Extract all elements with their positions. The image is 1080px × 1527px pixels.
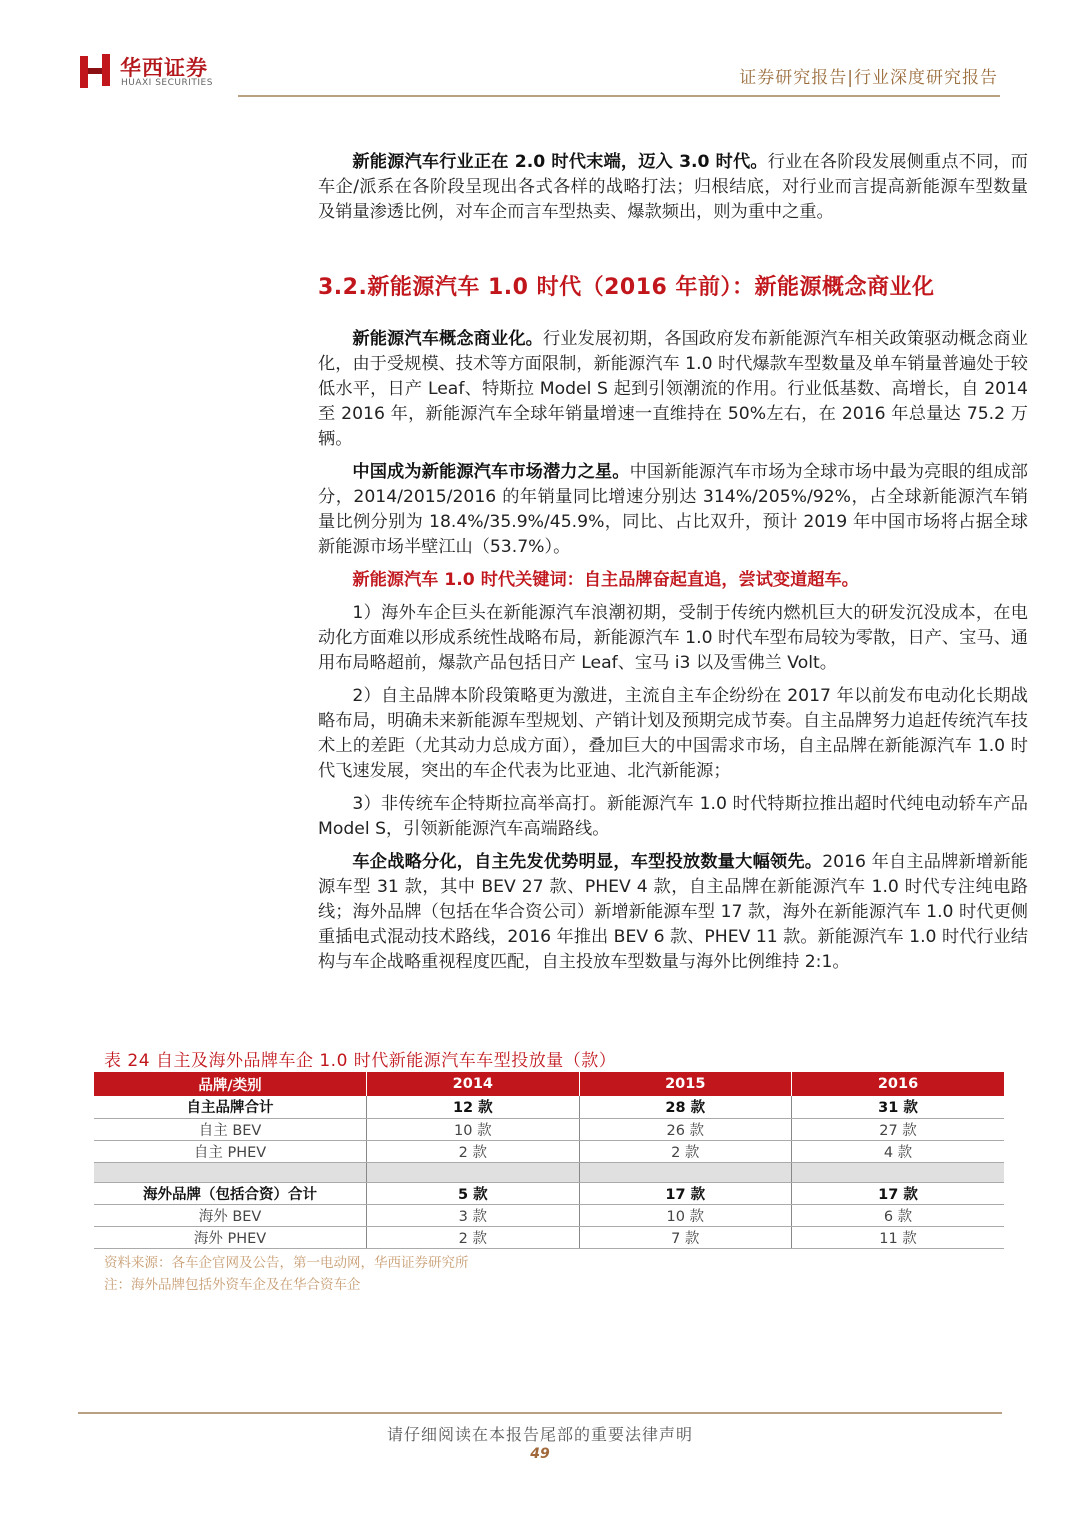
table-cell-label: 自主品牌合计 (94, 1096, 367, 1118)
table-cell: 3 款 (367, 1204, 579, 1226)
paragraph-1-text: 行业发展初期，各国政府发布新能源汽车相关政策驱动概念商业化，由于受规模、技术等方面限制，新能源汽车 1.0 时代爆款车型数量及单车销量普遍处于较低水平，日产 Leaf、特斯拉 Model S 起到引领潮流的作用。行业低基数、高增长，自 2014 至 2016 年，新能源汽车全球年销量增速一直维持在 50%左右，在 2016 年总量达 75.2 万辆。 (318, 329, 1028, 449)
table-note: 注：海外品牌包括外资车企及在华合资车企 (104, 1277, 361, 1293)
table-header-cell: 2014 (367, 1072, 579, 1096)
table-cell: 27 款 (792, 1118, 1005, 1140)
table-row (94, 1226, 1004, 1248)
intro-text: 行业在各阶段发展侧重点不同，而车企/派系在各阶段呈现出各式各样的战略打法；归根结底，对行业而言提高新能源车型数量及销量渗透比例，对车企而言车型热卖、爆款频出，则为重中之重。 (318, 152, 1028, 222)
section-title: 3.2.新能源汽车 1.0 时代（2016 年前）：新能源概念商业化 (318, 275, 935, 300)
intro-lead: 新能源汽车行业正在 2.0 时代末端，迈入 3.0 时代。 (352, 152, 768, 172)
table-header-cell: 2015 (579, 1072, 791, 1096)
table-notes (104, 1252, 469, 1296)
table-cell: 7 款 (579, 1226, 791, 1248)
table-cell: 11 款 (792, 1226, 1005, 1248)
logo-text-cn: 华西证券 (120, 56, 208, 80)
closing-text: 2016 年自主品牌新增新能源车型 31 款，其中 BEV 27 款、PHEV 4 款，自主品牌在新能源汽车 1.0 时代专注纯电路线；海外品牌（包括在华合资公司）新增新能源车型 17 款，海外在新能源汽车 1.0 时代更侧重插电式混动技术路线，2016 年推出 BEV 6 款、PHEV 11 款。新能源汽车 1.0 时代行业结构与车企战略重视程度匹配，自主投放车型数量与海外比例维持 2:1。 (318, 852, 1028, 972)
table-row (94, 1096, 1004, 1118)
table-row (94, 1140, 1004, 1162)
table-cell: 26 款 (579, 1118, 791, 1140)
table-header-row (94, 1072, 1004, 1096)
legal-notice: 请仔细阅读在本报告尾部的重要法律声明 (386, 1425, 693, 1444)
table-title: 表 24 自主及海外品牌车企 1.0 时代新能源汽车车型投放量（款） (104, 1051, 617, 1071)
table-cell: 5 款 (367, 1182, 579, 1204)
paragraph-2-lead: 中国成为新能源汽车市场潜力之星。 (352, 462, 630, 482)
table-cell: 31 款 (792, 1096, 1005, 1118)
table-cell: 6 款 (792, 1204, 1005, 1226)
table-cell: 2 款 (579, 1140, 791, 1162)
paragraph-2 (318, 460, 1028, 560)
footer-divider (78, 1412, 1002, 1414)
table-source: 资料来源：各车企官网及公告，第一电动网，华西证券研究所 (104, 1255, 469, 1271)
table-cell: 17 款 (792, 1182, 1005, 1204)
paragraph-1-lead: 新能源汽车概念商业化。 (352, 329, 543, 349)
table-cell-label: 自主 BEV (94, 1118, 367, 1140)
table-cell-label: 海外品牌（包括合资）合计 (94, 1182, 367, 1204)
table-row (94, 1118, 1004, 1140)
logo-text-en: HUAXI SECURITIES (121, 78, 213, 88)
report-type: 证券研究报告|行业深度研究报告 (739, 68, 998, 88)
table-row (94, 1182, 1004, 1204)
page-number: 49 (530, 1446, 550, 1462)
closing-lead: 车企战略分化，自主先发优势明显，车型投放数量大幅领先。 (352, 852, 823, 872)
table-header-cell: 品牌/类别 (94, 1072, 367, 1096)
header-divider (238, 95, 1000, 97)
keyword-line: 新能源汽车 1.0 时代关键词：自主品牌奋起直追，尝试变道超车。 (352, 570, 859, 590)
table-cell-label: 海外 PHEV (94, 1226, 367, 1248)
table-cell: 10 款 (367, 1118, 579, 1140)
paragraph-2-text: 中国新能源汽车市场为全球市场中最为亮眼的组成部分，2014/2015/2016 的年销量同比增速分别达 314%/205%/92%，占全球新能源汽车销量比例分别为 18.4%/35.9%/45.9%，同比、占比双升，预计 2019 年中国市场将占据全球新能源市场半壁江山（53.7%）。 (318, 462, 1028, 557)
table-cell-label: 海外 BEV (94, 1204, 367, 1226)
table-cell: 4 款 (792, 1140, 1005, 1162)
point-2: 2）自主品牌本阶段策略更为激进，主流自主车企纷纷在 2017 年以前发布电动化长期战略布局，明确未来新能源车型规划、产销计划及预期完成节奏。自主品牌努力追赶传统汽车技术上的差距（尤其动力总成方面），叠加巨大的中国需求市场，自主品牌在新能源汽车 1.0 时代飞速发展，突出的车企代表为比亚迪、北汽新能源； (318, 686, 1028, 781)
table-cell: 2 款 (367, 1226, 579, 1248)
table-cell: 28 款 (579, 1096, 791, 1118)
table-cell: 12 款 (367, 1096, 579, 1118)
huaxi-logo-icon (80, 54, 110, 88)
data-table (94, 1072, 1004, 1249)
table-row (94, 1204, 1004, 1226)
table-cell: 2 款 (367, 1140, 579, 1162)
intro-block (318, 150, 1028, 233)
page-header (0, 0, 1080, 110)
table-header-cell: 2016 (792, 1072, 1005, 1096)
table-spacer-row (94, 1162, 1004, 1182)
main-body (318, 327, 1028, 983)
table-cell: 10 款 (579, 1204, 791, 1226)
paragraph-1 (318, 327, 1028, 452)
table-cell-label: 自主 PHEV (94, 1140, 367, 1162)
closing-paragraph (318, 850, 1028, 975)
point-1: 1）海外车企巨头在新能源汽车浪潮初期，受制于传统内燃机巨大的研发沉没成本，在电动化方面难以形成系统性战略布局，新能源汽车 1.0 时代车型布局较为零散，日产、宝马、通用布局略超前，爆款产品包括日产 Leaf、宝马 i3 以及雪佛兰 Volt。 (318, 603, 1028, 673)
intro-paragraph (318, 150, 1028, 225)
point-3: 3）非传统车企特斯拉高举高打。新能源汽车 1.0 时代特斯拉推出超时代纯电动轿车产品 Model S，引领新能源汽车高端路线。 (318, 794, 1028, 839)
table-cell: 17 款 (579, 1182, 791, 1204)
